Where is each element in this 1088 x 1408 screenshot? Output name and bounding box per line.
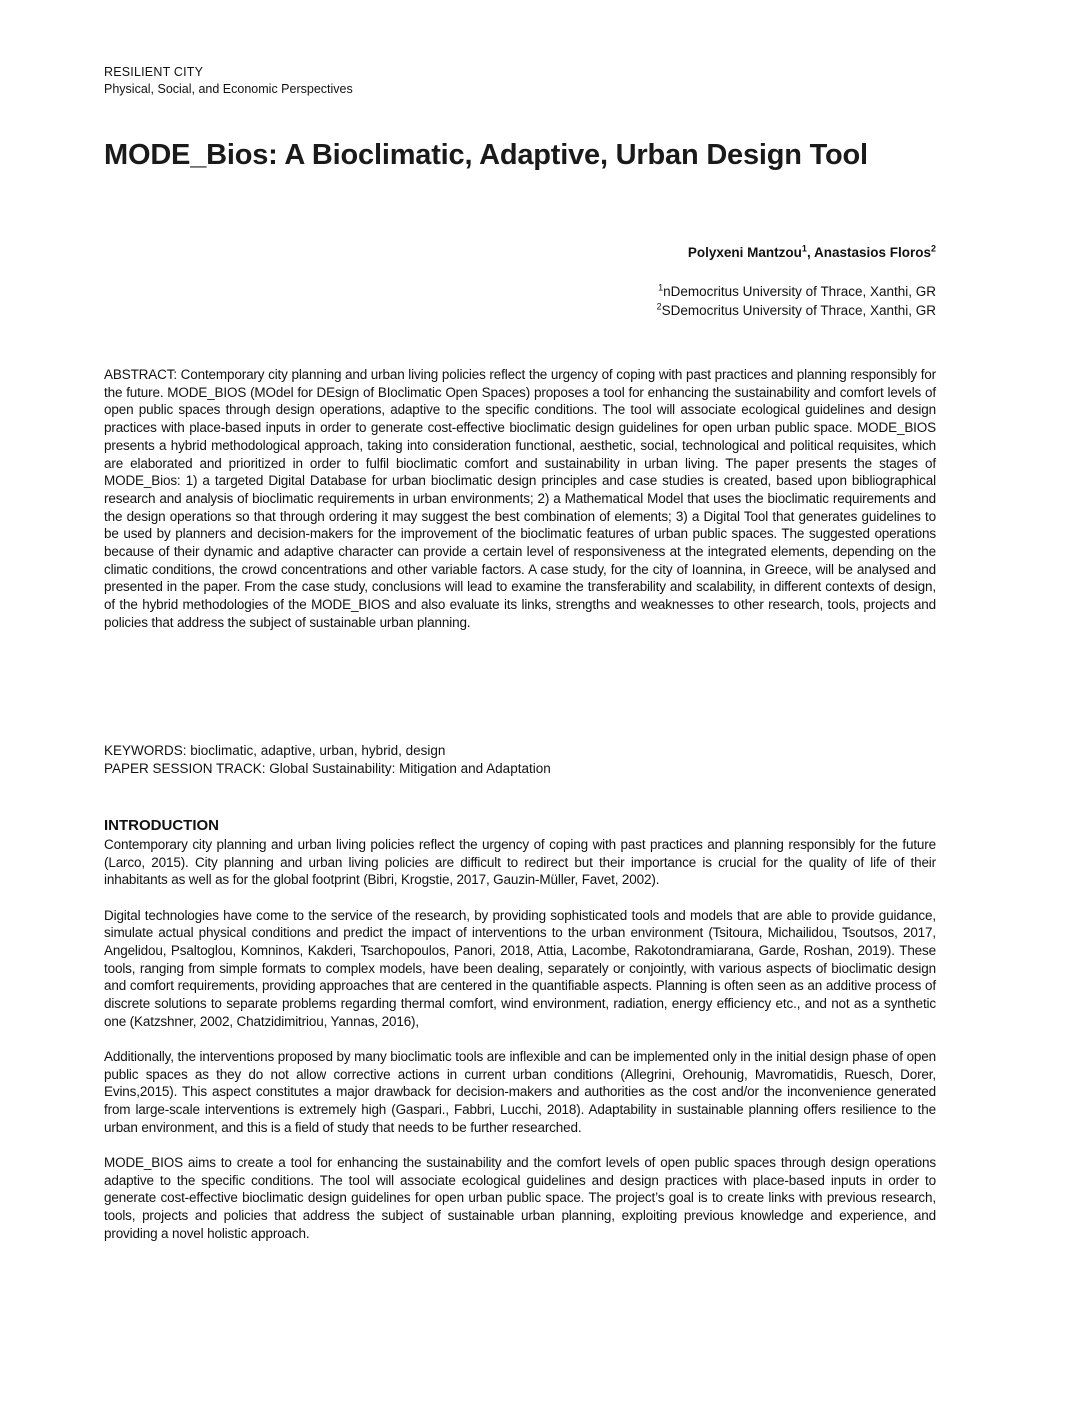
abstract-label: ABSTRACT: <box>104 367 177 382</box>
author-superscript: 1 <box>801 243 807 254</box>
affiliation-superscript: 1 <box>658 282 664 293</box>
body-paragraph: Digital technologies have come to the service of the research, by providing sophisticated tools and models that are able to provide guidance, simulate actual physical conditions and predict the impact of interventions to the urban environment (Tsitoura, Michailidou, Tsoutsos, 2017, Angelidou, Psaltoglou, Komninos, Kakderi, Tsarchopoulos, Panori, 2018, Attia, Lacombe, Rakotondramiarana, Garde, Roshan, 2019). These tools, ranging from simple formats to complex models, have been dealing, separately or conjointly, with various aspects of bioclimatic design and comfort requirements, providing approaches that are centered in the quantifiable aspects. Planning is often seen as an additive process of discrete solutions to separate problems regarding thermal comfort, wind environment, radiation, energy efficiency etc., and not as a synthetic one (Katzshner, 2002, Chatzidimitriou, Yannas, 2016), <box>104 907 936 1029</box>
author-name: Anastasios Floros <box>813 245 931 260</box>
author-line <box>688 245 936 260</box>
session-track-line: PAPER SESSION TRACK: Global Sustainability: Mitigation and Adaptation <box>104 761 551 776</box>
author-separator: , <box>806 245 814 260</box>
author-superscript: 2 <box>930 243 936 254</box>
affiliations <box>657 282 936 320</box>
abstract <box>104 366 936 632</box>
affiliation-line <box>657 282 936 301</box>
abstract-text: Contemporary city planning and urban living policies reflect the urgency of coping with past practices and planning responsibly for the future. MODE_BIOS (MOdel for DEsign of BIoclimatic Open Spaces) proposes a tool for enhancing the sustainability and comfort levels of open public spaces through design operations, adaptive to the specific conditions. The tool will associate ecological guidelines and design practices with place-based inputs in order to generate cost-effective bioclimatic design guidelines for open urban public space. MODE_BIOS presents a hybrid methodological approach, taking into consideration functional, aesthetic, social, technological and political requisites, which are elaborated and prioritized in order to fulfil bioclimatic comfort and sustainability in urban living. The paper presents the stages of MODE_Bios: 1) a targeted Digital Database for urban bioclimatic design principles and case studies is created, based upon bibliographical research and analysis of bioclimatic requirements in urban environments; 2) a Mathematical Model that uses the bioclimatic requirements and the design operations so that through ordering it may suggest the best combination of elements; 3) a Digital Tool that generates guidelines to be used by planners and decision-makers for the improvement of the bioclimatic features of urban public spaces. The suggested operations because of their dynamic and adaptive character can provide a certain level of responsiveness at the integrated elements, depending on the climatic conditions, the crowd concentrations and other variable factors. A case study, for the city of Ioannina, in Greece, will be analysed and presented in the paper. From the case study, conclusions will lead to examine the transferability and scalability, in different contexts of design, of the hybrid methodologies of the MODE_BIOS and also evaluate its links, strengths and weaknesses to other research, tools, projects and policies that address the subject of sustainable urban planning. <box>104 367 936 630</box>
running-header <box>104 64 353 98</box>
affiliation-superscript: 2 <box>656 301 662 312</box>
body-paragraph: Additionally, the interventions proposed by many bioclimatic tools are inflexible and can be implemented only in the initial design phase of open public spaces as they do not allow corrective actions in current urban conditions (Allegrini, Orehounig, Mavromatidis, Ruesch, Dorer, Evins,2015). This aspect constitutes a major drawback for decision-makers and authorities as the cost and/or the inconvenience generated from large-scale interventions is extremely high (Gaspari., Fabbri, Lucchi, 2018). Adaptability in sustainable planning offers resilience to the urban environment, and this is a field of study that needs to be further researched. <box>104 1049 936 1135</box>
series-subtitle: Physical, Social, and Economic Perspectives <box>104 82 353 96</box>
body-paragraph: Contemporary city planning and urban living policies reflect the urgency of coping with past practices and planning responsibly for the future (Larco, 2015). City planning and urban living policies are difficult to redirect but their importance is crucial for the quality of life of their inhabitants as well as for the global footprint (Bibri, Krogstie, 2017, Gauzin-Müller, Favet, 2002). <box>104 837 936 888</box>
affiliation-text: nDemocritus University of Thrace, Xanthi, GR <box>663 284 936 299</box>
author-name: Polyxeni Mantzou <box>687 245 802 260</box>
paper-title: MODE_Bios: A Bioclimatic, Adaptive, Urban Design Tool <box>104 139 868 171</box>
section-heading: INTRODUCTION <box>104 817 219 834</box>
affiliation-line <box>657 301 936 320</box>
keywords-block <box>104 742 551 778</box>
affiliation-text: SDemocritus University of Thrace, Xanthi, GR <box>661 303 936 318</box>
keywords-line: KEYWORDS: bioclimatic, adaptive, urban, hybrid, design <box>104 743 446 758</box>
introduction-body <box>104 836 936 1260</box>
series-title: RESILIENT CITY <box>104 65 204 79</box>
body-paragraph: MODE_BIOS aims to create a tool for enhancing the sustainability and the comfort levels of open public spaces through design operations adaptive to the specific conditions. The tool will associate ecological guidelines and design practices with place-based inputs in order to generate cost-effective bioclimatic design guidelines for open urban public space. The project’s goal is to create links with previous research, tools, projects and policies that address the subject of sustainable urban planning, exploiting previous knowledge and experience, and providing a novel holistic approach. <box>104 1155 936 1241</box>
